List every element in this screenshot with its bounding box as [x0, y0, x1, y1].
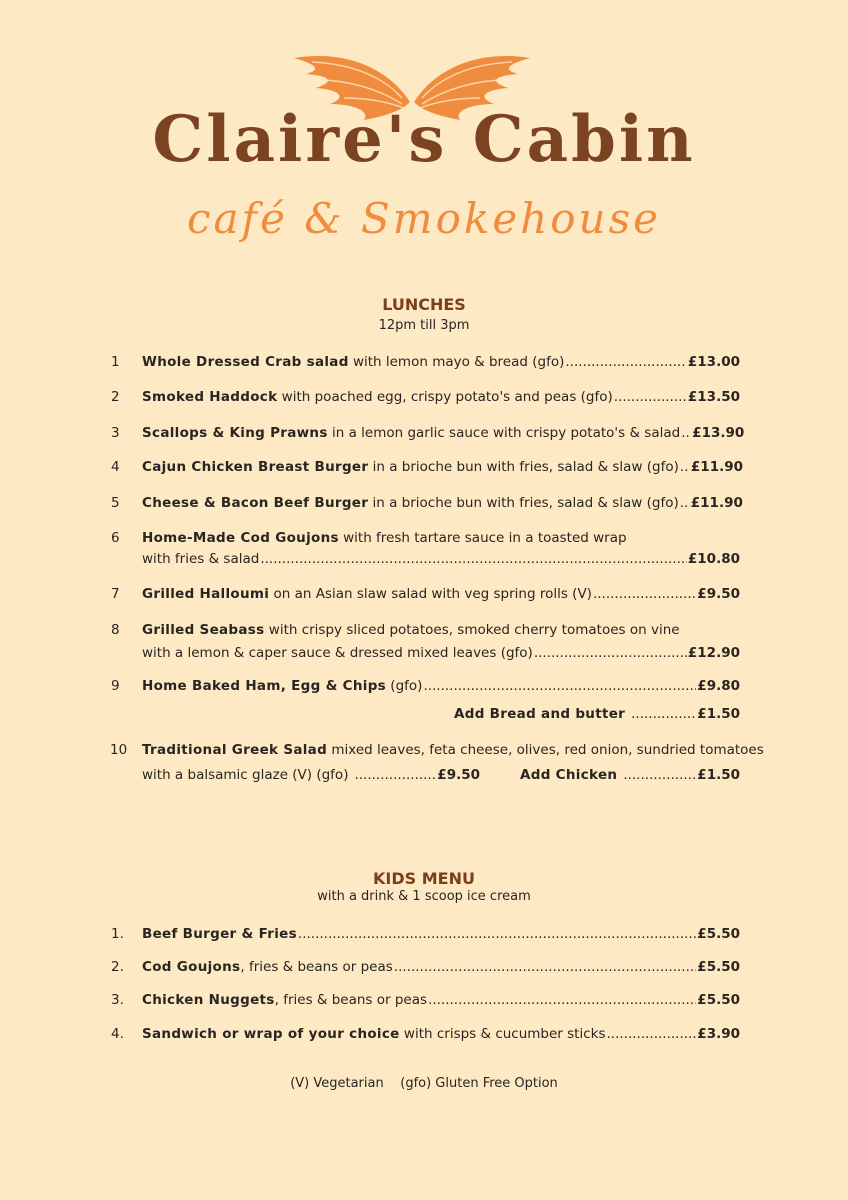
lunch-item	[0, 459, 848, 479]
dot-leader	[607, 1026, 697, 1042]
item-name: Traditional Greek Salad	[142, 742, 328, 758]
item-price: £5.50	[697, 992, 740, 1008]
item-description: with poached egg, crispy potato's and peas (gfo)	[277, 389, 613, 405]
dot-leader	[394, 959, 697, 975]
item-number: 10	[110, 742, 128, 758]
kids-item	[0, 1026, 848, 1046]
logo	[0, 0, 848, 260]
item-name: Whole Dressed Crab salad	[142, 354, 349, 370]
lunch-item-continuation	[0, 767, 848, 787]
item-description: with crisps & cucumber sticks	[399, 1026, 606, 1042]
brand-subtitle: café & Smokehouse	[186, 194, 662, 243]
item-name: Sandwich or wrap of your choice	[142, 1026, 400, 1042]
item-number: 3.	[111, 992, 124, 1008]
addon-name: Add Bread and butter	[454, 706, 626, 722]
item-number: 1.	[111, 926, 124, 942]
item-price: £5.50	[697, 959, 740, 975]
item-number: 2	[111, 389, 120, 405]
item-price: £10.80	[687, 551, 740, 567]
dot-leader	[534, 645, 687, 661]
lunch-item-continuation	[0, 551, 848, 571]
item-name: Home-Made Cod Goujons	[142, 530, 339, 546]
item-description: in a lemon garlic sauce with crispy potato's & salad	[327, 425, 681, 441]
brand-title: Claire's Cabin	[152, 102, 696, 177]
lunch-addon	[0, 706, 848, 726]
dot-leader	[423, 678, 696, 694]
lunch-item	[0, 586, 848, 606]
item-name: Chicken Nuggets	[142, 992, 275, 1008]
dot-leader	[680, 495, 690, 511]
lunch-item	[0, 742, 848, 762]
item-description: in a brioche bun with fries, salad & slaw (gfo)	[368, 459, 679, 475]
item-name: Scallops & King Prawns	[142, 425, 328, 441]
item-number: 8	[111, 622, 120, 638]
item-name: Cod Goujons	[142, 959, 241, 975]
kids-item	[0, 926, 848, 946]
item-number: 4.	[111, 1026, 124, 1042]
item-description-cont: with fries & salad	[142, 551, 260, 567]
item-price: £3.90	[697, 1026, 740, 1042]
item-number: 5	[111, 495, 120, 511]
item-description: mixed leaves, feta cheese, olives, red onion, sundried tomatoes	[327, 742, 764, 758]
dot-leader	[623, 767, 696, 783]
item-number: 2.	[111, 959, 124, 975]
item-name: Cheese & Bacon Beef Burger	[142, 495, 369, 511]
addon-name: Add Chicken	[520, 767, 618, 783]
item-price: £12.90	[687, 645, 740, 661]
addon-price: £1.50	[697, 767, 740, 783]
item-number: 3	[111, 425, 120, 441]
item-name: Beef Burger & Fries	[142, 926, 297, 942]
footnote: (V) Vegetarian (gfo) Gluten Free Option	[290, 1076, 558, 1091]
item-description: in a brioche bun with fries, salad & slaw (gfo)	[368, 495, 679, 511]
kids-subtitle: with a drink & 1 scoop ice cream	[317, 889, 531, 904]
item-name: Grilled Halloumi	[142, 586, 270, 602]
item-price: £9.80	[697, 678, 740, 694]
item-description: (gfo)	[386, 678, 423, 694]
lunch-item-continuation	[0, 645, 848, 665]
dot-leader	[298, 926, 696, 942]
dot-leader	[681, 425, 691, 441]
kids-item	[0, 959, 848, 979]
item-description-cont: with a balsamic glaze (V) (gfo)	[142, 767, 349, 783]
item-number: 4	[111, 459, 120, 475]
item-price: £13.50	[687, 389, 740, 405]
item-description: , fries & beans or peas	[274, 992, 428, 1008]
item-description: with fresh tartare sauce in a toasted wrap	[338, 530, 627, 546]
lunch-item	[0, 425, 848, 445]
item-number: 7	[111, 586, 120, 602]
item-description: with crispy sliced potatoes, smoked cherry tomatoes on vine	[264, 622, 680, 638]
lunch-item	[0, 389, 848, 409]
item-name: Smoked Haddock	[142, 389, 278, 405]
item-price: £13.90	[692, 425, 745, 441]
item-description: , fries & beans or peas	[240, 959, 393, 975]
addon-price: £1.50	[697, 706, 740, 722]
dot-leader	[680, 459, 690, 475]
item-name: Grilled Seabass	[142, 622, 265, 638]
item-price: £9.50	[437, 767, 480, 783]
lunch-item	[0, 530, 848, 550]
item-price: £9.50	[697, 586, 740, 602]
item-description: with lemon mayo & bread (gfo)	[348, 354, 565, 370]
dot-leader	[260, 551, 687, 567]
dot-leader	[354, 767, 436, 783]
item-number: 6	[111, 530, 120, 546]
item-description-cont: with a lemon & caper sauce & dressed mixed leaves (gfo)	[142, 645, 533, 661]
lunch-item	[0, 622, 848, 642]
item-number: 9	[111, 678, 120, 694]
item-price: £5.50	[697, 926, 740, 942]
kids-title: KIDS MENU	[373, 869, 475, 888]
item-name: Cajun Chicken Breast Burger	[142, 459, 369, 475]
lunch-item	[0, 678, 848, 698]
item-price: £11.90	[690, 459, 744, 475]
dot-leader	[593, 586, 696, 602]
item-name: Home Baked Ham, Egg & Chips	[142, 678, 387, 694]
item-number: 1	[111, 354, 120, 370]
item-description: on an Asian slaw salad with veg spring rolls (V)	[269, 586, 592, 602]
dot-leader	[565, 354, 687, 370]
dot-leader	[428, 992, 696, 1008]
lunch-item	[0, 354, 848, 374]
lunch-item	[0, 495, 848, 515]
lunches-title: LUNCHES	[382, 295, 466, 314]
item-price: £11.90	[690, 495, 743, 511]
dot-leader	[631, 706, 696, 722]
lunches-hours: 12pm till 3pm	[378, 318, 470, 333]
item-price: £13.00	[687, 354, 740, 370]
dot-leader	[614, 389, 687, 405]
kids-item	[0, 992, 848, 1012]
